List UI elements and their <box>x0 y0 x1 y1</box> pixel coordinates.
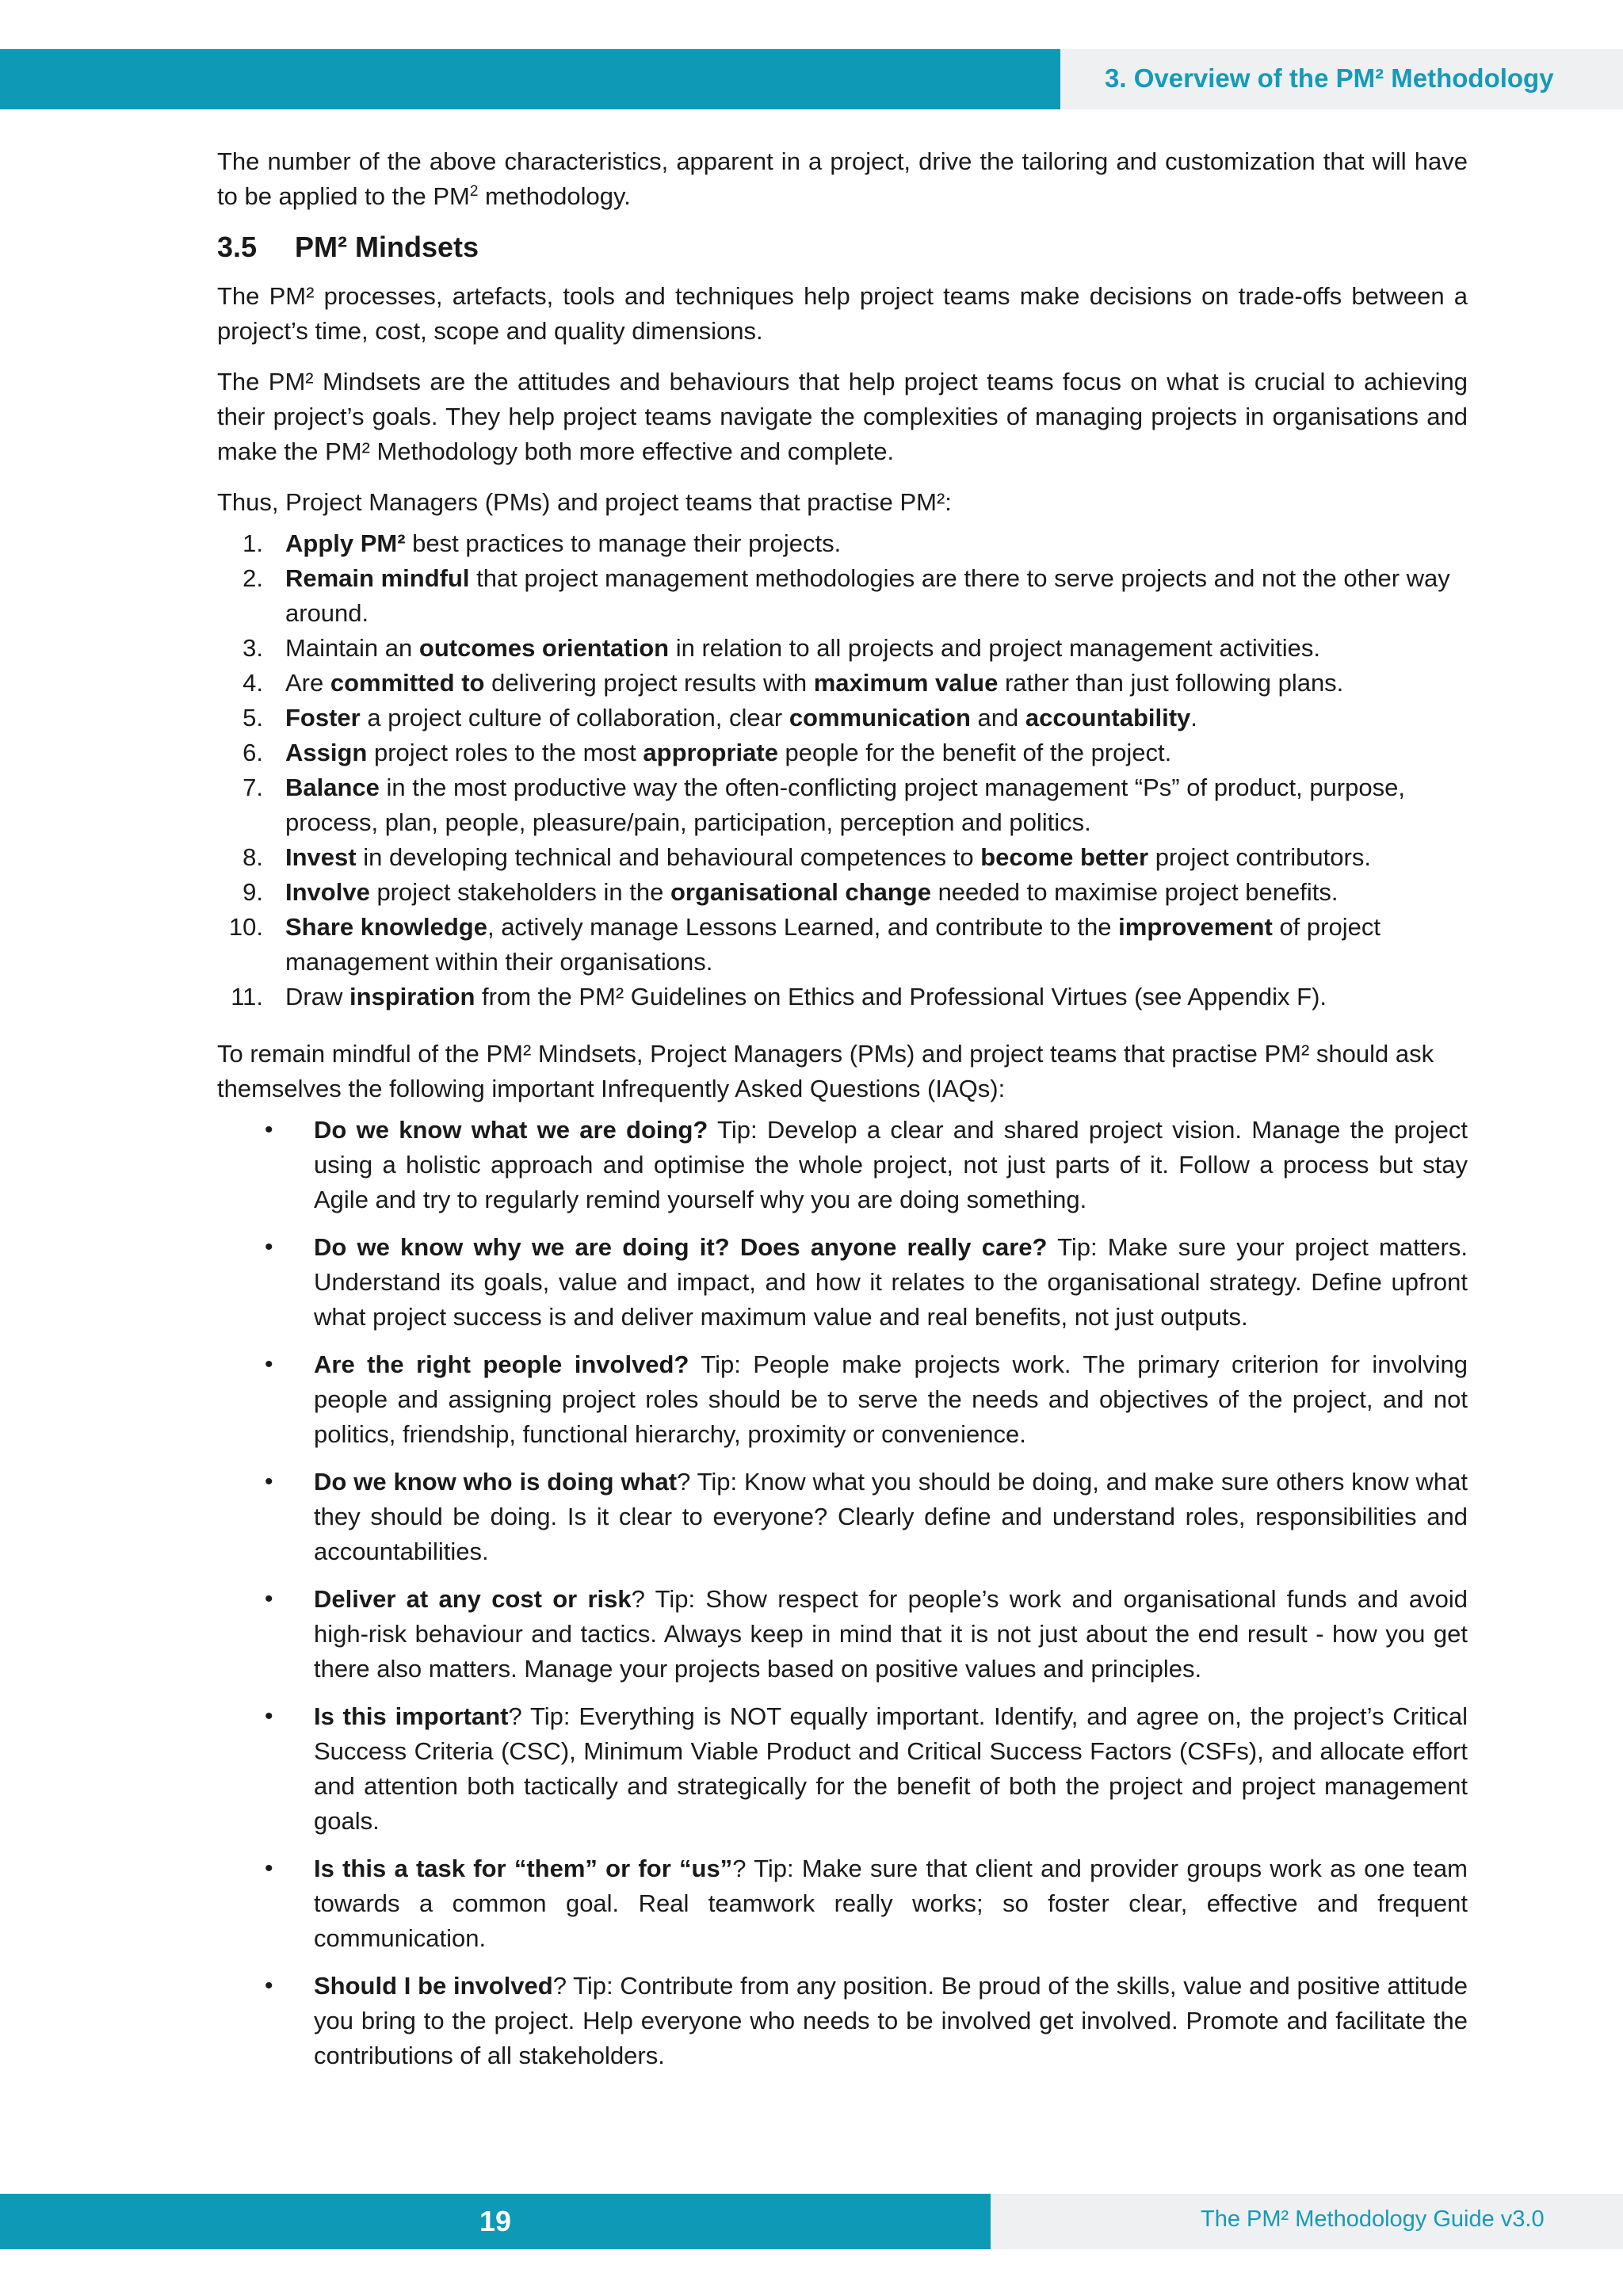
iaq-intro: To remain mindful of the PM² Mindsets, Project Managers (PMs) and project teams that practise PM² should ask themselves the following important Infrequently Asked Questions (IAQs): <box>217 1040 1434 1102</box>
iaq-item <box>217 1347 1468 1452</box>
list-number: 3. <box>242 634 263 662</box>
bold-text: Involve <box>285 878 370 906</box>
bold-text: Apply PM² <box>285 529 406 557</box>
iaq-item <box>217 1969 1468 2073</box>
bold-text: organisational change <box>670 878 931 906</box>
header-tab <box>1060 49 1623 109</box>
mindset-item <box>217 840 1468 875</box>
section-title: PM² Mindsets <box>295 231 479 263</box>
text: from the PM² Guidelines on Ethics and Professional Virtues (see Appendix F). <box>475 983 1327 1010</box>
iaq-item <box>217 1230 1468 1335</box>
text: Are <box>285 669 330 697</box>
bold-text: accountability <box>1025 704 1191 732</box>
bullet-icon: • <box>265 1703 273 1729</box>
bullet-icon: • <box>265 1469 273 1495</box>
list-number: 2. <box>242 564 263 592</box>
mindset-item <box>217 980 1468 1014</box>
text: delivering project results with <box>484 669 814 697</box>
text: a project culture of collaboration, clear <box>360 704 789 732</box>
bold-text: Share knowledge <box>285 913 487 941</box>
header-bar <box>0 49 1060 109</box>
bold-text: outcomes orientation <box>418 634 670 662</box>
bold-text: Remain mindful <box>285 564 470 592</box>
iaq-item <box>217 1699 1468 1839</box>
bold-text: Deliver at any cost or risk <box>314 1585 632 1613</box>
mindset-item <box>217 526 1468 561</box>
bold-text: inspiration <box>349 983 475 1010</box>
bold-text: improvement <box>1118 913 1273 941</box>
list-number: 11. <box>231 983 263 1010</box>
text: ? Tip: Everything is NOT equally important. Identify, and agree on, the project’s Critical Success Criteria (CSC), Minimum Viable Product and Critical Success Factors (CSFs), and allocate effort and attention both tactically and strategically for the benefit of both the project and project management goals. <box>314 1702 1468 1835</box>
bold-text: Should I be involved <box>314 1972 553 2000</box>
text: Tip: Make sure your project matters. Understand its goals, value and impact, and how it relates to the organisational strategy. Define upfront what project success is and deliver maximum value and real benefits, not just outputs. <box>314 1233 1468 1331</box>
text: project contributors. <box>1148 843 1371 871</box>
guide-title: The PM² Methodology Guide v3.0 <box>1201 2206 1545 2232</box>
bold-text: Foster <box>285 704 361 732</box>
text: ? Tip: Show respect for people’s work and organisational funds and avoid high-risk behaviour and tactics. Always keep in mind that it is not just about the end result - how you get there also matters. Manage your projects based on positive values and principles. <box>314 1585 1468 1683</box>
iaq-item <box>217 1113 1468 1217</box>
text: people for the benefit of the project. <box>777 739 1172 766</box>
mindset-item <box>217 701 1468 735</box>
page-content <box>217 144 1468 2086</box>
bold-text: Do we know why we are doing it? Does anyone really care? <box>314 1233 1048 1261</box>
bold-text: Invest <box>285 843 357 871</box>
paragraph: The PM² Mindsets are the attitudes and behaviours that help project teams focus on what is crucial to achieving their project’s goals. They help project teams navigate the complexities of managing projects in organisations and make the PM² Methodology both more effective and complete. <box>217 368 1468 465</box>
list-number: 8. <box>242 843 263 871</box>
bullet-icon: • <box>265 1117 273 1143</box>
text: , actively manage Lessons Learned, and contribute to the <box>487 913 1119 941</box>
mindset-item <box>217 561 1468 631</box>
text: project stakeholders in the <box>369 878 670 906</box>
bold-text: appropriate <box>643 739 778 766</box>
mindset-item <box>217 910 1468 980</box>
paragraph: Thus, Project Managers (PMs) and project teams that practise PM²: <box>217 488 952 516</box>
bold-text: Balance <box>285 774 380 801</box>
bullet-icon: • <box>265 1973 273 1999</box>
bold-text: Do we know who is doing what <box>314 1468 678 1496</box>
list-number: 6. <box>242 739 263 766</box>
bold-text: Do we know what we are doing? <box>314 1116 708 1144</box>
text: Tip: People make projects work. The primary criterion for involving people and assigning project roles should be to serve the needs and objectives of the project, and not politics, friendship, functional hierarchy, proximity or convenience. <box>314 1350 1468 1448</box>
bold-text: Is this important <box>314 1702 509 1730</box>
text: that project management methodologies are there to serve projects and not the other way around. <box>285 564 1450 627</box>
mindset-item <box>217 631 1468 666</box>
text: Tip: Develop a clear and shared project vision. Manage the project using a holistic approach and optimise the whole project, not just parts of it. Follow a process but stay Agile and try to regularly remind yourself why you are doing something. <box>314 1116 1468 1213</box>
bold-text: communication <box>789 704 971 732</box>
chapter-title: 3. Overview of the PM² Methodology <box>1105 63 1554 93</box>
mindset-item <box>217 875 1468 910</box>
bold-text: Assign <box>285 739 368 766</box>
list-number: 1. <box>242 529 263 557</box>
text: needed to maximise project benefits. <box>930 878 1338 906</box>
bullet-icon: • <box>265 1586 273 1612</box>
mindset-item <box>217 666 1468 701</box>
bullet-icon: • <box>265 1855 273 1881</box>
text: of project management within their organisations. <box>285 913 1381 976</box>
bold-text: become better <box>980 843 1149 871</box>
bold-text: committed to <box>330 669 485 697</box>
text: in developing technical and behavioural competences to <box>356 843 981 871</box>
text: and <box>970 704 1025 732</box>
text: in the most productive way the often-conflicting project management “Ps” of product, purpose, process, plan, people, pleasure/pain, participation, perception and politics. <box>285 774 1405 836</box>
bold-text: maximum value <box>813 669 999 697</box>
footer-tab <box>991 2194 1623 2249</box>
footer-bar <box>0 2194 991 2249</box>
text: best practices to manage their projects. <box>405 529 842 557</box>
section-heading <box>217 230 1468 265</box>
iaq-item <box>217 1851 1468 1956</box>
text: Draw <box>285 983 349 1010</box>
intro-paragraph: The number of the above characteristics, apparent in a project, drive the tailoring and customization that will have to be applied to the $PM^2$ methodology. <box>217 147 1468 210</box>
list-number: 9. <box>242 878 263 906</box>
mindsets-list <box>217 526 1468 1014</box>
mindset-item <box>217 770 1468 840</box>
text: project roles to the most <box>367 739 643 766</box>
mindset-item <box>217 735 1468 770</box>
text: ? Tip: Contribute from any position. Be proud of the skills, value and positive attitude you bring to the project. Help everyone who needs to be involved get involved. Promote and facilitate the contributions of all stakeholders. <box>314 1972 1468 2069</box>
page-number: 19 <box>479 2205 512 2237</box>
text: in relation to all projects and project management activities. <box>669 634 1321 662</box>
text: ? Tip: Make sure that client and provider groups work as one team towards a common goal. Real teamwork really works; so foster clear, effective and frequent communication. <box>314 1855 1468 1952</box>
bullet-icon: • <box>265 1351 273 1377</box>
bold-text: Is this a task for “them” or for “us” <box>314 1855 733 1882</box>
text: rather than just following plans. <box>998 669 1344 697</box>
text: ? Tip: Know what you should be doing, and make sure others know what they should be doing. Is it clear to everyone? Clearly define and understand roles, responsibilities and accountabilities. <box>314 1468 1468 1565</box>
paragraph: The PM² processes, artefacts, tools and techniques help project teams make decisions on trade-offs between a project’s time, cost, scope and quality dimensions. <box>217 282 1468 345</box>
list-number: 10. <box>228 913 263 941</box>
list-number: 5. <box>242 704 263 732</box>
iaq-list <box>217 1113 1468 2073</box>
list-number: 7. <box>242 774 263 801</box>
list-number: 4. <box>242 669 263 697</box>
iaq-item <box>217 1582 1468 1687</box>
iaq-item <box>217 1465 1468 1569</box>
bold-text: Are the right people involved? <box>314 1350 689 1378</box>
text: Maintain an <box>285 634 419 662</box>
bullet-icon: • <box>265 1234 273 1260</box>
text: . <box>1190 704 1197 732</box>
section-number: 3.5 <box>217 231 258 263</box>
